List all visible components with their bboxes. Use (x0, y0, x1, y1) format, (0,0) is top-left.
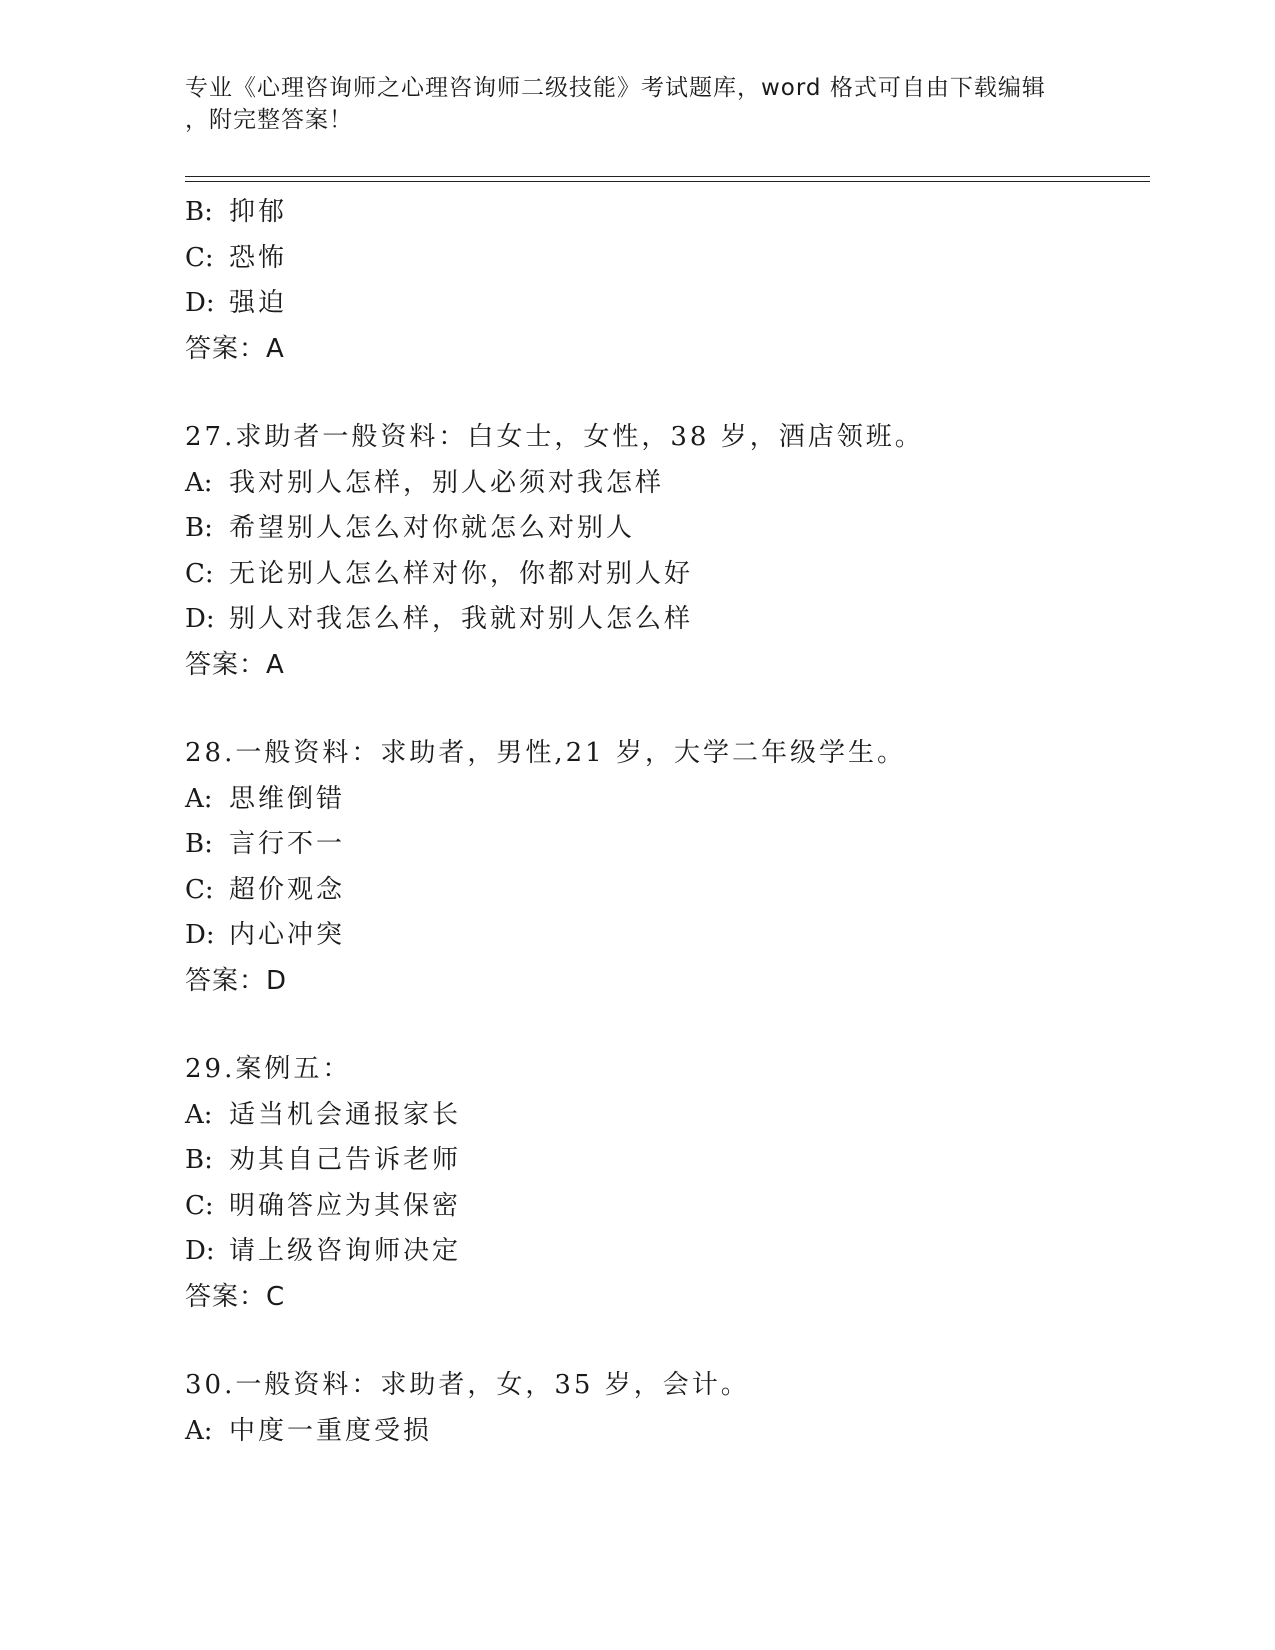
option-text: 恐怖 (229, 242, 288, 273)
option-text: 请上级咨询师决定 (229, 1236, 462, 1266)
answer-line: 答案：D (185, 965, 288, 996)
option-text: 强迫 (229, 288, 288, 318)
option-key: C: (185, 1190, 214, 1221)
option-key: A: (185, 1415, 213, 1446)
option-b (185, 1138, 1145, 1184)
option-text: 内心冲突 (229, 920, 346, 950)
option-key: D: (185, 604, 215, 634)
option-key: A: (185, 467, 213, 498)
option-key: C: (185, 242, 214, 273)
option-text: 中度一重度受损 (229, 1415, 433, 1446)
option-c (185, 1184, 1145, 1230)
document-header (185, 72, 1085, 136)
question-stem: 30.一般资料：求助者，女，35 岁，会计。 (185, 1370, 750, 1400)
question-stem: 29.案例五： (185, 1054, 352, 1084)
option-text: 思维倒错 (229, 783, 346, 814)
question-26-continuation (185, 190, 1145, 372)
answer-line: 答案：A (185, 333, 285, 364)
option-key: C: (185, 874, 214, 905)
option-key: B: (185, 513, 213, 543)
option-d (185, 1229, 1145, 1275)
option-b (185, 822, 1145, 868)
option-key: D: (185, 1236, 215, 1266)
option-text: 抑郁 (229, 197, 288, 227)
option-c (185, 868, 1145, 914)
option-key: A: (185, 1099, 213, 1130)
option-a (185, 777, 1145, 823)
option-text: 无论别人怎么样对你，你都对别人好 (229, 558, 694, 589)
option-d (185, 597, 1145, 643)
option-text: 言行不一 (229, 829, 346, 859)
option-key: D: (185, 288, 215, 318)
option-d (185, 913, 1145, 959)
option-d (185, 281, 1145, 327)
question-stem: 27.求助者一般资料：白女士，女性，38 岁，酒店领班。 (185, 422, 924, 452)
option-key: A: (185, 783, 213, 814)
answer-line: 答案：C (185, 1281, 286, 1312)
question-27 (185, 415, 1145, 688)
question-list (185, 190, 1145, 1454)
header-divider-bottom (185, 181, 1150, 182)
option-key: B: (185, 1145, 213, 1175)
answer-line: 答案：A (185, 649, 285, 680)
header-line-1: 专业《心理咨询师之心理咨询师二级技能》考试题库，word 格式可自由下载编辑 (185, 75, 1046, 101)
option-key: D: (185, 920, 215, 950)
header-divider-top (185, 176, 1150, 177)
question-stem: 28.一般资料：求助者，男性,21 岁，大学二年级学生。 (185, 738, 906, 768)
question-30 (185, 1363, 1145, 1454)
option-a (185, 1409, 1145, 1455)
option-key: B: (185, 197, 213, 227)
option-a (185, 461, 1145, 507)
option-text: 劝其自己告诉老师 (229, 1145, 462, 1175)
option-b (185, 506, 1145, 552)
option-text: 适当机会通报家长 (229, 1099, 462, 1130)
question-28 (185, 731, 1145, 1004)
option-b (185, 190, 1145, 236)
option-text: 明确答应为其保密 (229, 1190, 462, 1221)
header-line-2: ，附完整答案！ (185, 107, 353, 133)
option-key: B: (185, 829, 213, 859)
option-text: 别人对我怎么样，我就对别人怎么样 (229, 604, 694, 634)
question-29 (185, 1047, 1145, 1320)
option-c (185, 236, 1145, 282)
option-text: 我对别人怎样，别人必须对我怎样 (229, 467, 665, 498)
option-a (185, 1093, 1145, 1139)
option-key: C: (185, 558, 214, 589)
option-text: 希望别人怎么对你就怎么对别人 (229, 513, 636, 543)
option-text: 超价观念 (229, 874, 346, 905)
option-c (185, 552, 1145, 598)
